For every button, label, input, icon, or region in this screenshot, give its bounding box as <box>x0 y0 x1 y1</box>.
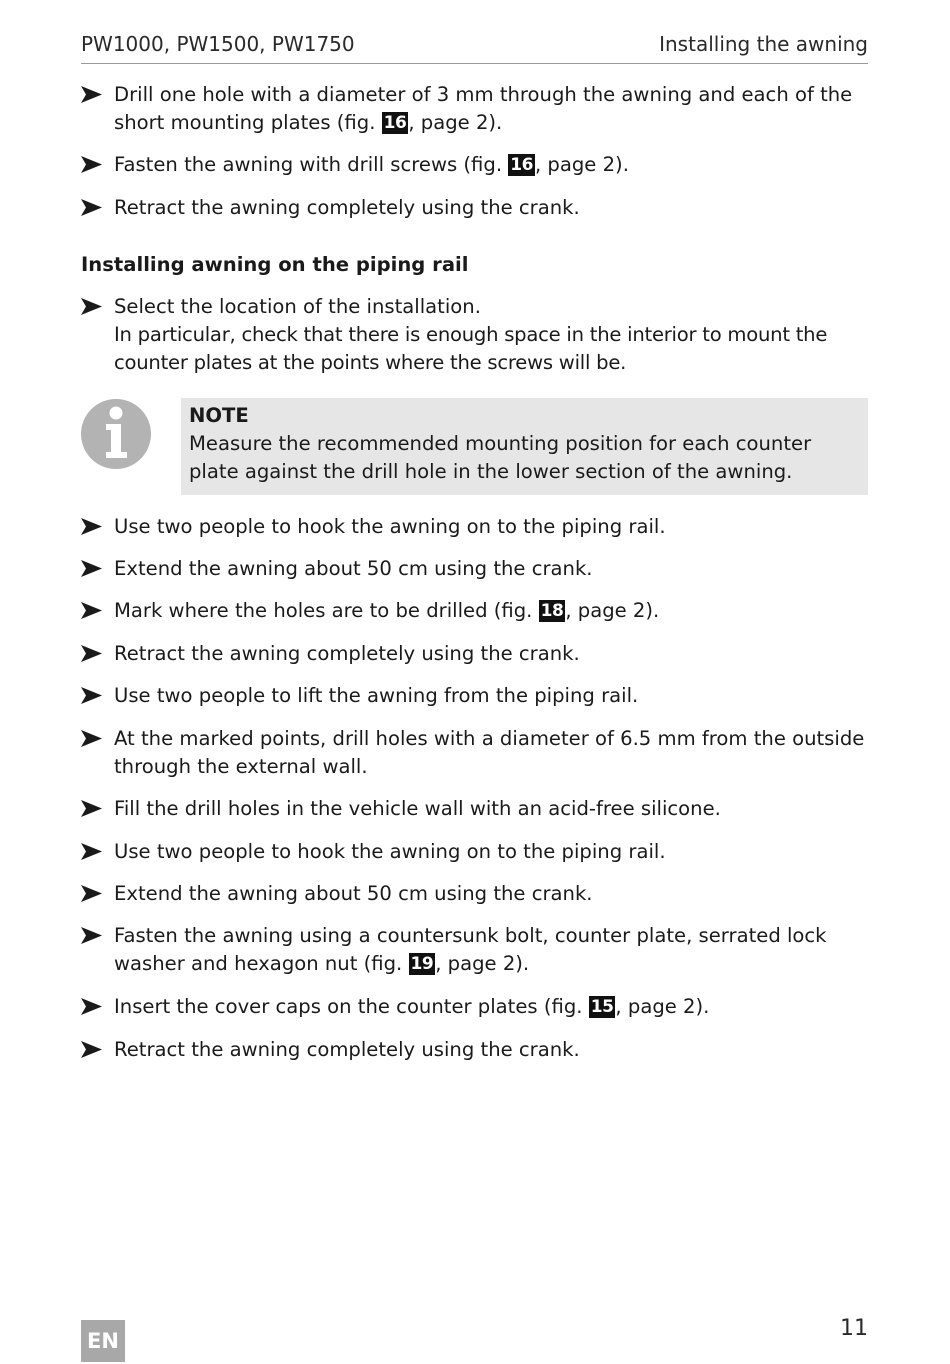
step-text: Insert the cover caps on the counter plates (fig. <box>114 995 589 1018</box>
step-text: , page 2). <box>534 153 629 176</box>
arrow-icon <box>81 880 103 902</box>
step-cover-caps <box>81 993 871 1021</box>
arrow-icon <box>81 725 103 747</box>
step-text: Use two people to lift the awning from the piping rail. <box>114 684 639 707</box>
step-text: Drill one hole with a diameter of 3 mm through the awning and each of the short mounting plates (fig. <box>114 83 853 134</box>
step-detail: In particular, check that there is enough space in the interior to mount the counter plates at the points where the screws will be. <box>114 323 828 374</box>
arrow-icon <box>81 993 103 1015</box>
note-heading: NOTE <box>189 404 249 427</box>
step-text: Use two people to hook the awning on to the piping rail. <box>114 515 666 538</box>
step-retract <box>81 1036 871 1064</box>
figure-ref-badge: 19 <box>410 954 434 974</box>
step-fasten-bolt <box>81 922 871 978</box>
step-text: , page 2). <box>435 952 530 975</box>
step-retract <box>81 640 871 668</box>
step-fasten-screws <box>81 151 871 179</box>
figure-ref-badge: 18 <box>540 601 564 621</box>
arrow-icon <box>81 293 103 315</box>
step-text: Fasten the awning with drill screws (fig. <box>114 153 509 176</box>
step-text: Retract the awning completely using the crank. <box>114 196 580 219</box>
page-number: 11 <box>840 1316 868 1341</box>
step-text: , page 2). <box>615 995 710 1018</box>
arrow-icon <box>81 838 103 860</box>
note-text: Measure the recommended mounting position for each counter plate against the drill hole in the lower section of the awning. <box>189 432 812 483</box>
step-text: Retract the awning completely using the crank. <box>114 642 580 665</box>
step-drill-hole <box>81 81 871 137</box>
step-text: Fill the drill holes in the vehicle wall with an acid-free silicone. <box>114 797 721 820</box>
arrow-icon <box>81 795 103 817</box>
step-mark-holes <box>81 597 871 625</box>
step-extend-awning <box>81 880 871 908</box>
arrow-icon <box>81 513 103 535</box>
page-header <box>81 30 868 64</box>
step-hook-awning <box>81 838 871 866</box>
language-badge: EN <box>81 1320 125 1362</box>
step-text: Select the location of the installation. <box>114 295 481 318</box>
step-text: , page 2). <box>408 111 503 134</box>
step-text: At the marked points, drill holes with a diameter of 6.5 mm from the outside through the external wall. <box>114 727 865 778</box>
header-section: Installing the awning <box>659 32 868 56</box>
step-text: Use two people to hook the awning on to the piping rail. <box>114 840 666 863</box>
arrow-icon <box>81 194 103 216</box>
arrow-icon <box>81 597 103 619</box>
arrow-icon <box>81 922 103 944</box>
step-extend-awning <box>81 555 871 583</box>
step-text: Fasten the awning using a countersunk bolt, counter plate, serrated lock washer and hexagon nut (fig. <box>114 924 827 975</box>
step-text: Extend the awning about 50 cm using the crank. <box>114 557 593 580</box>
info-icon <box>80 398 152 470</box>
arrow-icon <box>81 682 103 704</box>
step-fill-silicone <box>81 795 871 823</box>
step-text: Retract the awning completely using the crank. <box>114 1038 580 1061</box>
arrow-icon <box>81 555 103 577</box>
arrow-icon <box>81 1036 103 1058</box>
arrow-icon <box>81 151 103 173</box>
figure-ref-badge: 15 <box>590 997 614 1017</box>
header-models: PW1000, PW1500, PW1750 <box>81 32 355 56</box>
figure-ref-badge: 16 <box>510 155 533 175</box>
step-select-location <box>81 293 871 377</box>
step-text: Mark where the holes are to be drilled (fig. <box>114 599 539 622</box>
step-text: Extend the awning about 50 cm using the crank. <box>114 882 593 905</box>
section-heading: Installing awning on the piping rail <box>81 253 469 276</box>
arrow-icon <box>81 640 103 662</box>
arrow-icon <box>81 81 103 103</box>
step-text: , page 2). <box>565 599 660 622</box>
note-box <box>181 398 868 495</box>
step-hook-awning <box>81 513 871 541</box>
step-drill-wall <box>81 725 871 781</box>
figure-ref-badge: 16 <box>383 113 407 133</box>
step-lift-awning <box>81 682 871 710</box>
step-retract <box>81 194 871 222</box>
